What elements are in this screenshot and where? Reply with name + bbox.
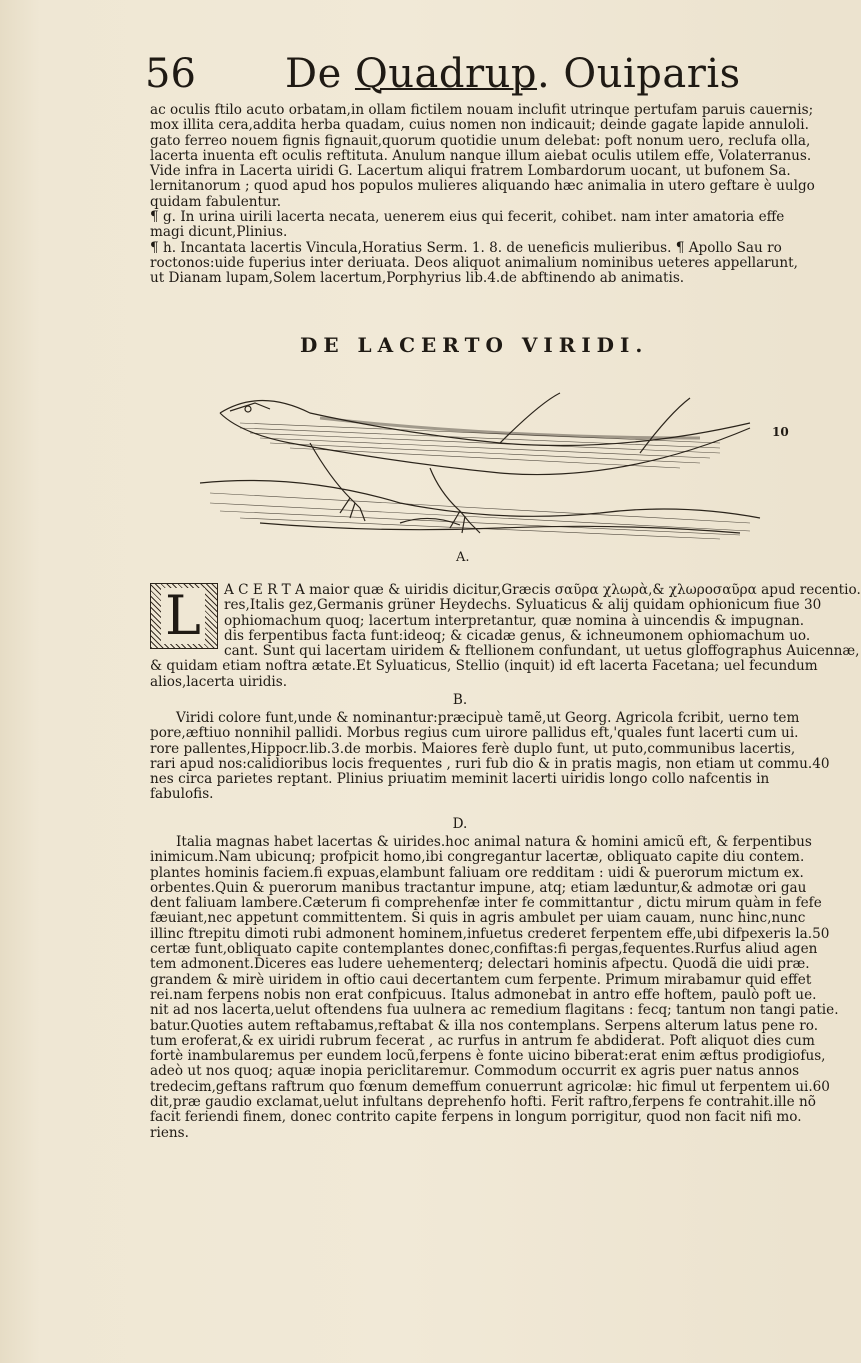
text-line: certæ funt,obliquato capite contemplantes donec,confiftas:fi pergas,fequentes.Rurfus aliud agen xyxy=(150,941,818,958)
text-line: cant. Sunt qui lacertam uiridem & ftellionem confundant, ut uetus gloffographus Auicennæ, xyxy=(224,643,860,660)
text-line: alios,lacerta uiridis. xyxy=(150,673,288,690)
text-line: Italia magnas habet lacertas & uirides.hoc animal natura & homini amicũ eft, & ferpentibus xyxy=(176,834,812,850)
text-line: fabulofis. xyxy=(150,786,214,803)
text-line: tum eroferat,& ex uiridi rubrum fecerat , ac rurfus in antrum fe abdiderat. Poft aliquot dies cum xyxy=(150,1032,815,1049)
text-line: nes circa parietes reptant. Plinius priuatim meminit lacerti uiridis longo collo nafcentis in xyxy=(150,771,770,788)
text-line: riens. xyxy=(150,1124,189,1141)
text-line: nit ad nos lacerta,uelut oftendens fua uulnera ac remedium flagitans : fecq; tantum non tangi patie. xyxy=(150,1002,839,1019)
text-line: mox illita cera,addita herba quadam, cuius nomen non indicauit; deinde gagate lapide annuloli. xyxy=(150,117,809,134)
text-line: res,Italis gez,Germanis grüner Heydechs. Syluaticus & alij quidam ophionicum fiue 30 xyxy=(224,597,822,614)
text-line: facit feriendi finem, donec contrito capite ferpens in longum porrigitur, quod non facit nifi mo. xyxy=(150,1109,802,1126)
text-line: quidam fabulentur. xyxy=(150,193,282,210)
preceding-text xyxy=(150,102,815,287)
paragraph-label-d: D. xyxy=(452,816,468,832)
text-line: illinc ftrepitu dimoti rubi admonent hominem,infuetus crederet ferpentem effe,ubi difpexeris la.50 xyxy=(150,925,830,942)
running-title-underlined: Quadrup xyxy=(354,51,537,97)
paragraph-a xyxy=(150,582,861,690)
green-lizard-woodcut xyxy=(200,383,760,543)
running-title-post: . Ouiparis xyxy=(536,51,741,97)
text-line: roctonos:uide fuperius inter deriuata. Deos aliquot animalium nominibus ueteres appellarunt, xyxy=(150,254,798,271)
text-line: ac oculis ftilo acuto orbatam,in ollam fictilem nouam inclufit utrinque pertufam paruis cauernis; xyxy=(150,102,814,118)
text-line: lernitanorum ; quod apud hos populos mulieres aliquando hæc animalia in utero geftare è uulgo xyxy=(150,178,815,195)
text-line: rei.nam ferpens nobis non erat confpicuus. Italus admonebat in antro effe hoftem, paulò poft ue. xyxy=(150,986,817,1003)
running-title xyxy=(285,50,741,98)
text-line: rore pallentes,Hippocr.lib.3.de morbis. Maiores ferè duplo funt, ut puto,communibus lacertis, xyxy=(150,740,796,757)
text-line: plantes hominis faciem.fi expuas,elambunt faliuam ore redditam : uidi & puerorum mictum ex. xyxy=(150,864,804,881)
paragraph-b xyxy=(150,710,830,803)
text-line: pore,æftiuo nonnihil pallidi. Morbus regius cum uirore pallidus eft,'quales funt lacerti cum ui. xyxy=(150,725,799,742)
text-line: orbentes.Quin & puerorum manibus tractantur impune, atq; etiam læduntur,& admotæ ori gau xyxy=(150,879,807,896)
text-line: & quidam etiam noftra ætate.Et Syluaticus, Stellio (inquit) id eft lacerta Facetana; uel fecundum xyxy=(150,658,818,675)
text-line: tredecim,geftans raftrum quo fœnum demeffum conuerrunt agricolæ: hic fimul ut ferpentem ui.60 xyxy=(150,1078,830,1095)
text-line: dis ferpentibus facta funt:ideoq; & cicadæ genus, & ichneumonem ophiomachum uo. xyxy=(224,627,811,644)
text-line: rari apud nos:calidioribus locis frequentes , ruri fub dio & in pratis magis, non etiam ut commu.40 xyxy=(150,755,830,772)
text-line: inimicum.Nam ubicunq; profpicit homo,ibi congregantur lacertæ, obliquato capite diu contem. xyxy=(150,849,805,866)
text-line: tem admonent.Diceres eas ludere uehementerq; delectari hominis afpectu. Quodã die uidi præ. xyxy=(150,956,810,973)
page-number: 56 xyxy=(145,51,196,97)
margin-line-number: 10 xyxy=(772,425,789,439)
text-line: gato ferreo nouem fignis fignauit,quorum quotidie unum delebat: poft nonum uero, reclufa olla, xyxy=(150,132,811,149)
paragraph-d xyxy=(150,834,839,1141)
text-line: fortè inambularemus per eundem locũ,ferpens è fonte uicino biberat:erat enim æftus prodigiofus, xyxy=(150,1048,826,1065)
running-title-pre: De xyxy=(285,51,355,97)
text-line: dit,præ gaudio exclamat,uelut infultans deprehenfo hofti. Ferit raftro,ferpens fe contrahit.ille nõ xyxy=(150,1094,816,1111)
text-line: adeò ut nos quoq; aquæ inopia periclitaremur. Commodum occurrit ex agris puer natus annos xyxy=(150,1063,800,1080)
text-line: fæuiant,nec appetunt committentem. Si quis in agris ambulet per uiam cauam, nunc hinc,nunc xyxy=(150,910,806,927)
text-line: Vide infra in Lacerta uiridi G. Lacertum aliqui fratrem Lombardorum uocant, ut bufonem Sa. xyxy=(150,163,791,180)
paragraph-label-b: B. xyxy=(452,692,468,708)
page-header xyxy=(145,50,741,100)
text-line: batur.Quoties autem reftabamus,reftabat & illa nos contemplans. Serpens alterum latus pene ro. xyxy=(150,1017,819,1034)
figure-caption: A. xyxy=(456,550,470,565)
text-line: ophiomachum quoq; lacertum interpretantur, quæ nomina à uincendis & impugnan. xyxy=(224,612,805,629)
text-line: ut Dianam lupam,Solem lacertum,Porphyrius lib.4.de abftinendo ab animatis. xyxy=(150,270,685,287)
initial-letter-glyph: L xyxy=(161,588,205,644)
text-line: grandem & mirè uiridem in oftio caui decertantem cum ferpente. Primum mirabamur quid effet xyxy=(150,971,812,988)
text-line: lacerta inuenta eft oculis reftituta. Anulum nanque illum aiebat oculis utilem effe, Volaterranus. xyxy=(150,147,812,164)
text-line: ¶ g. In urina uirili lacerta necata, uenerem eius qui fecerit, cohibet. nam inter amatoria effe xyxy=(150,209,785,226)
section-heading: DE LACERTO VIRIDI. xyxy=(300,333,649,357)
text-line: dent faliuam lambere.Cæterum fi comprehenfæ inter fe committantur , dictu mirum quàm in fefe xyxy=(150,895,822,912)
text-line: A C E R T A maior quæ & uiridis dicitur,Græcis σαῦρα χλωρὰ,& χλωροσαῦρα apud recentio. xyxy=(224,582,861,598)
text-line: magi dicunt,Plinius. xyxy=(150,224,288,241)
text-line: ¶ h. Incantata lacertis Vincula,Horatius Serm. 1. 8. de ueneficis mulieribus. ¶ Apollo Sau ro xyxy=(150,239,782,256)
text-line: Viridi colore funt,unde & nominantur:præcipuè tamẽ,ut Georg. Agricola fcribit, uerno tem xyxy=(176,710,800,726)
